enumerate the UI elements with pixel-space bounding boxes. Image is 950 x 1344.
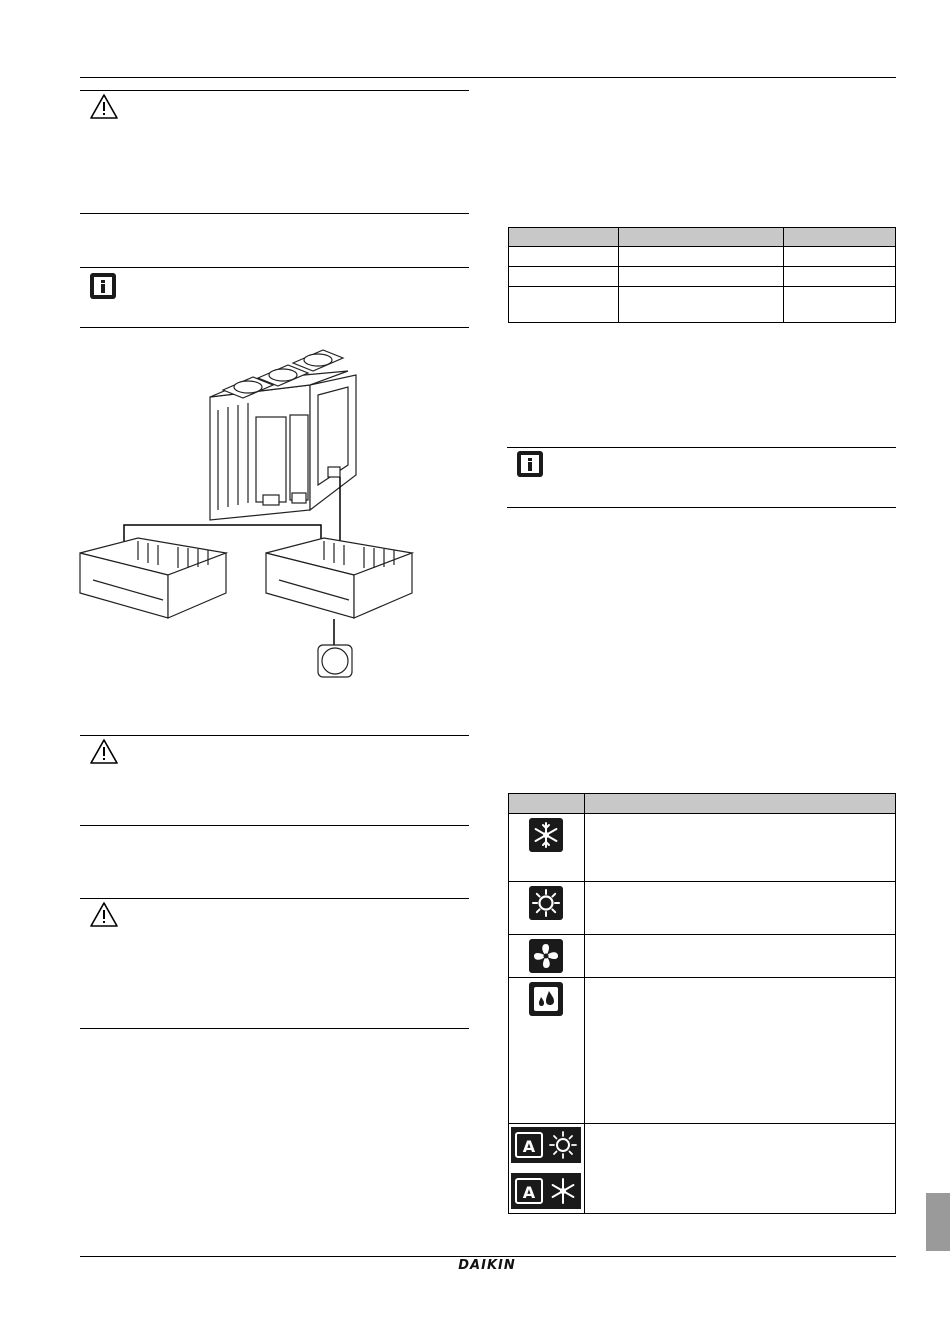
table-row (509, 287, 896, 323)
indoor-unit-1 (80, 538, 226, 618)
table-row (509, 882, 896, 935)
info-block-bottom-rule (80, 327, 469, 328)
system-diagram-svg (78, 335, 468, 685)
table-row (509, 1124, 896, 1214)
table-row (509, 978, 896, 1124)
table-row (509, 935, 896, 978)
footer-rule (80, 1256, 896, 1257)
brand-logo: DAIKIN (458, 1258, 516, 1273)
auto-heating-mode-icon (511, 1127, 581, 1163)
warning-block-top-rule (80, 90, 469, 91)
svg-text:A: A (523, 1137, 536, 1156)
information-icon (516, 450, 544, 478)
operation-mode-table (508, 793, 896, 1214)
chapter-side-tab (926, 1193, 950, 1251)
table-row (509, 267, 896, 287)
info-block-top-rule (80, 267, 469, 268)
heating-mode-icon (529, 886, 563, 920)
indoor-unit-2 (266, 538, 412, 618)
cooling-mode-icon (529, 818, 563, 852)
info-block-2-bottom-rule (507, 507, 896, 508)
warning-block-3-bottom-rule (80, 1028, 469, 1029)
remote-controller (318, 645, 352, 677)
header-rule (80, 77, 896, 78)
mode-table-header-row (509, 794, 896, 814)
table-row (509, 247, 896, 267)
outdoor-unit (210, 350, 356, 520)
spec-table-header-row (509, 228, 896, 247)
spec-table (508, 227, 896, 323)
warning-block-2-top-rule (80, 735, 469, 736)
warning-triangle-icon (89, 738, 119, 765)
warning-block-3-top-rule (80, 898, 469, 899)
warning-triangle-icon (89, 901, 119, 928)
warning-block-2-bottom-rule (80, 825, 469, 826)
table-row (509, 814, 896, 882)
dry-mode-icon (529, 982, 563, 1016)
warning-block-bottom-rule (80, 213, 469, 214)
information-icon (89, 272, 117, 300)
auto-cooling-mode-icon (511, 1173, 581, 1209)
warning-triangle-icon (89, 93, 119, 120)
info-block-2-top-rule (507, 447, 896, 448)
system-diagram (78, 335, 468, 685)
svg-text:A: A (523, 1183, 536, 1202)
fan-only-mode-icon (529, 939, 563, 973)
